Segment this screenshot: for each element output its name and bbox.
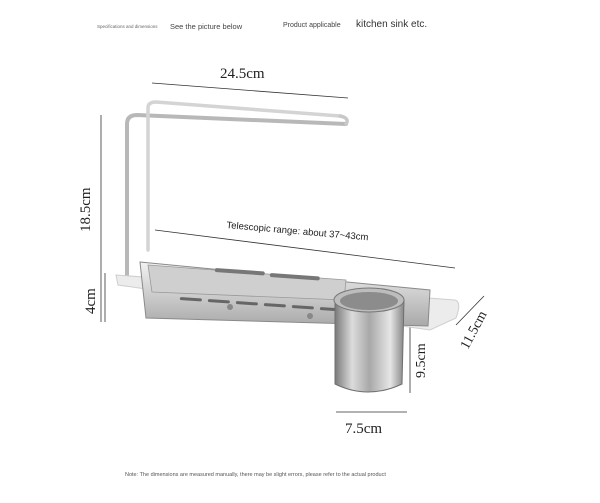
measurement-note: Note: The dimensions are measured manually, there may be slight errors, please refer to the actual product [125,472,386,478]
cup-width-dimension-label: 7.5cm [345,421,383,437]
towel-bar [127,102,347,278]
utensil-cup [334,288,404,392]
applicable-value: kitchen sink etc. [356,19,428,30]
telescopic-range-label: Telescopic range: about 37~43cm [226,220,369,244]
spec-header [0,0,600,50]
height-dimension-label: 18.5cm [78,187,94,232]
depth-dimension-label: 11.5cm [458,308,491,353]
product-applicable-label: Product applicable [283,22,341,29]
base-height-dimension-label: 4cm [83,288,99,314]
spec-label: Specifications and dimensions [97,24,158,29]
cup-height-dimension-label: 9.5cm [414,343,429,378]
see-picture-label: See the picture below [170,22,243,31]
width-dimension-label: 24.5cm [220,66,265,82]
sink-rack-illustration [0,50,600,470]
